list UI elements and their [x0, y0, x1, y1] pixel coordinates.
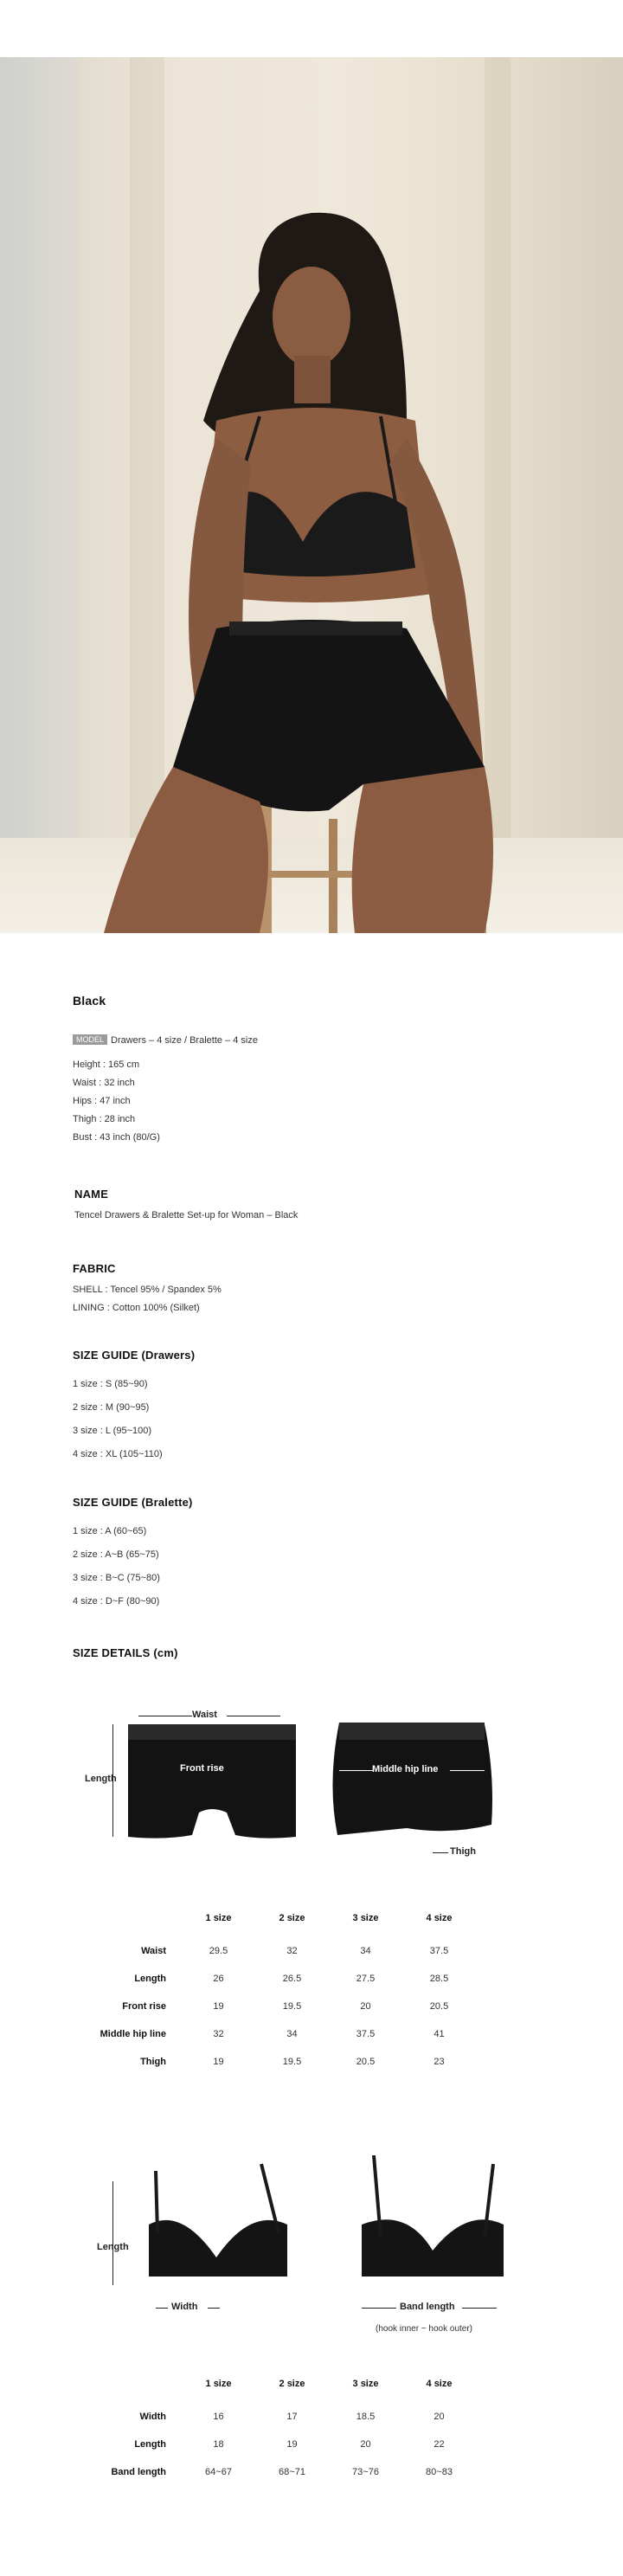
thigh-label: Thigh	[450, 1846, 476, 1857]
measurement-line: Height : 165 cm	[73, 1059, 140, 1070]
cell: 28.5	[429, 1974, 449, 1984]
drawers-front	[128, 1724, 296, 1839]
row-label: Width	[139, 2412, 166, 2422]
cell: 16	[213, 2412, 224, 2422]
band-note: (hook inner ~ hook outer)	[376, 2324, 473, 2334]
hip-line-right	[450, 1770, 485, 1771]
row-label: Middle hip line	[100, 2029, 166, 2039]
table-row	[87, 2403, 476, 2431]
table-row	[87, 2048, 476, 2076]
cell: 17	[286, 2412, 298, 2422]
column-header: 2 size	[279, 2379, 305, 2389]
size-guide-line: 4 size : D~F (80~90)	[73, 1596, 160, 1607]
cell: 19	[213, 2001, 224, 2012]
band-line-right	[462, 2308, 497, 2309]
cell: 22	[434, 2439, 445, 2450]
cell: 20	[434, 2412, 445, 2422]
column-header: 1 size	[205, 1913, 232, 1923]
table-row	[87, 2458, 476, 2486]
measurement-line: Waist : 32 inch	[73, 1078, 135, 1088]
right-leg	[352, 767, 493, 933]
width-line-left	[156, 2308, 168, 2309]
model-sizes-text: Drawers – 4 size / Bralette – 4 size	[111, 1035, 258, 1046]
row-label: Front rise	[122, 2001, 166, 2012]
size-guide-bralette	[73, 1520, 160, 1613]
cell: 20	[360, 2439, 371, 2450]
width-label: Width	[171, 2302, 198, 2312]
row-label: Length	[134, 1974, 166, 1984]
cell: 26.5	[282, 1974, 302, 1984]
size-guide-line: 2 size : M (90~95)	[73, 1402, 150, 1413]
cell: 27.5	[356, 1974, 376, 1984]
model-sizes	[73, 1032, 258, 1050]
table-row	[87, 2431, 476, 2458]
row-label: Band length	[111, 2467, 166, 2477]
column-header: 3 size	[352, 2379, 379, 2389]
front-rise-label: Front rise	[180, 1763, 224, 1774]
column-header: 2 size	[279, 1913, 305, 1923]
neck	[294, 356, 331, 403]
fabric-heading: FABRIC	[73, 1262, 116, 1275]
cell: 37.5	[429, 1946, 449, 1956]
size-guide-drawers-heading: SIZE GUIDE (Drawers)	[73, 1349, 196, 1362]
cell: 41	[434, 2029, 445, 2039]
measurement-line: Hips : 47 inch	[73, 1096, 131, 1106]
cell: 34	[286, 2029, 298, 2039]
hip-line-left	[339, 1770, 374, 1771]
bralette-length-label: Length	[97, 2242, 129, 2252]
size-guide-bralette-heading: SIZE GUIDE (Bralette)	[73, 1496, 193, 1509]
row-label: Length	[134, 2439, 166, 2450]
cell: 23	[434, 2057, 445, 2067]
product-name: Tencel Drawers & Bralette Set-up for Woman – Black	[74, 1210, 299, 1220]
cell: 20	[360, 2001, 371, 2012]
bralette-back	[362, 2219, 504, 2277]
length-label: Length	[85, 1774, 117, 1784]
size-guide-line: 2 size : A~B (65~75)	[73, 1549, 159, 1560]
cell: 32	[213, 2029, 224, 2039]
size-guide-line: 1 size : A (60~65)	[73, 1526, 147, 1536]
table-row	[87, 2020, 476, 2048]
width-line-right	[208, 2308, 220, 2309]
size-guide-line: 1 size : S (85~90)	[73, 1379, 148, 1389]
fabric-line: SHELL : Tencel 95% / Spandex 5%	[73, 1285, 222, 1295]
band-line-left	[362, 2308, 396, 2309]
cell: 80~83	[426, 2467, 453, 2477]
drawers-back-waistband	[339, 1723, 485, 1740]
cell: 20.5	[429, 2001, 449, 2012]
bralette-length-line	[112, 2181, 113, 2285]
size-guide-line: 3 size : B~C (75~80)	[73, 1573, 160, 1583]
thigh-line	[433, 1852, 448, 1853]
column-header: 3 size	[352, 1913, 379, 1923]
measurement-line: Bust : 43 inch (80/G)	[73, 1132, 160, 1143]
bralette-strap	[156, 2171, 157, 2233]
drawers-waistband	[229, 621, 402, 635]
size-guide-line: 3 size : L (95~100)	[73, 1426, 152, 1436]
cell: 68~71	[279, 2467, 305, 2477]
table-row	[87, 1965, 476, 1993]
drawers-size-table	[87, 1899, 476, 2076]
bralette-diagram	[0, 2155, 623, 2294]
waist-label: Waist	[192, 1710, 217, 1720]
cell: 20.5	[356, 2057, 376, 2067]
bralette-size-table	[87, 2365, 476, 2486]
cell: 64~67	[205, 2467, 232, 2477]
cell: 34	[360, 1946, 371, 1956]
table-row	[87, 1993, 476, 2020]
cell: 19	[213, 2057, 224, 2067]
measurement-line: Thigh : 28 inch	[73, 1114, 136, 1124]
middle-hip-label: Middle hip line	[372, 1764, 439, 1774]
band-length-label: Band length	[400, 2302, 455, 2312]
cell: 37.5	[356, 2029, 376, 2039]
size-guide-drawers	[73, 1373, 163, 1466]
fabric-line: LINING : Cotton 100% (Silket)	[73, 1303, 200, 1313]
cell: 26	[213, 1974, 224, 1984]
hero-photo	[0, 57, 623, 933]
cell: 19.5	[282, 2057, 302, 2067]
model-badge: MODEL	[73, 1034, 107, 1045]
name-heading: NAME	[74, 1188, 109, 1201]
face	[273, 267, 350, 367]
column-header: 4 size	[426, 2379, 453, 2389]
cell: 19.5	[282, 2001, 302, 2012]
color-heading: Black	[73, 994, 106, 1008]
model-figure	[0, 57, 623, 933]
cell: 32	[286, 1946, 298, 1956]
model-measurements	[73, 1056, 160, 1147]
size-details-heading: SIZE DETAILS (cm)	[73, 1646, 178, 1659]
row-label: Waist	[141, 1946, 166, 1956]
column-header: 1 size	[205, 2379, 232, 2389]
bralette-front	[149, 2220, 287, 2277]
cell: 73~76	[352, 2467, 379, 2477]
cell: 19	[286, 2439, 298, 2450]
cell: 18.5	[356, 2412, 376, 2422]
drawers-front-waistband	[128, 1724, 296, 1740]
fabric-lines	[73, 1281, 222, 1317]
size-guide-line: 4 size : XL (105~110)	[73, 1449, 163, 1459]
row-label: Thigh	[140, 2057, 166, 2067]
cell: 29.5	[209, 1946, 228, 1956]
column-header: 4 size	[426, 1913, 453, 1923]
table-row	[87, 1937, 476, 1965]
cell: 18	[213, 2439, 224, 2450]
